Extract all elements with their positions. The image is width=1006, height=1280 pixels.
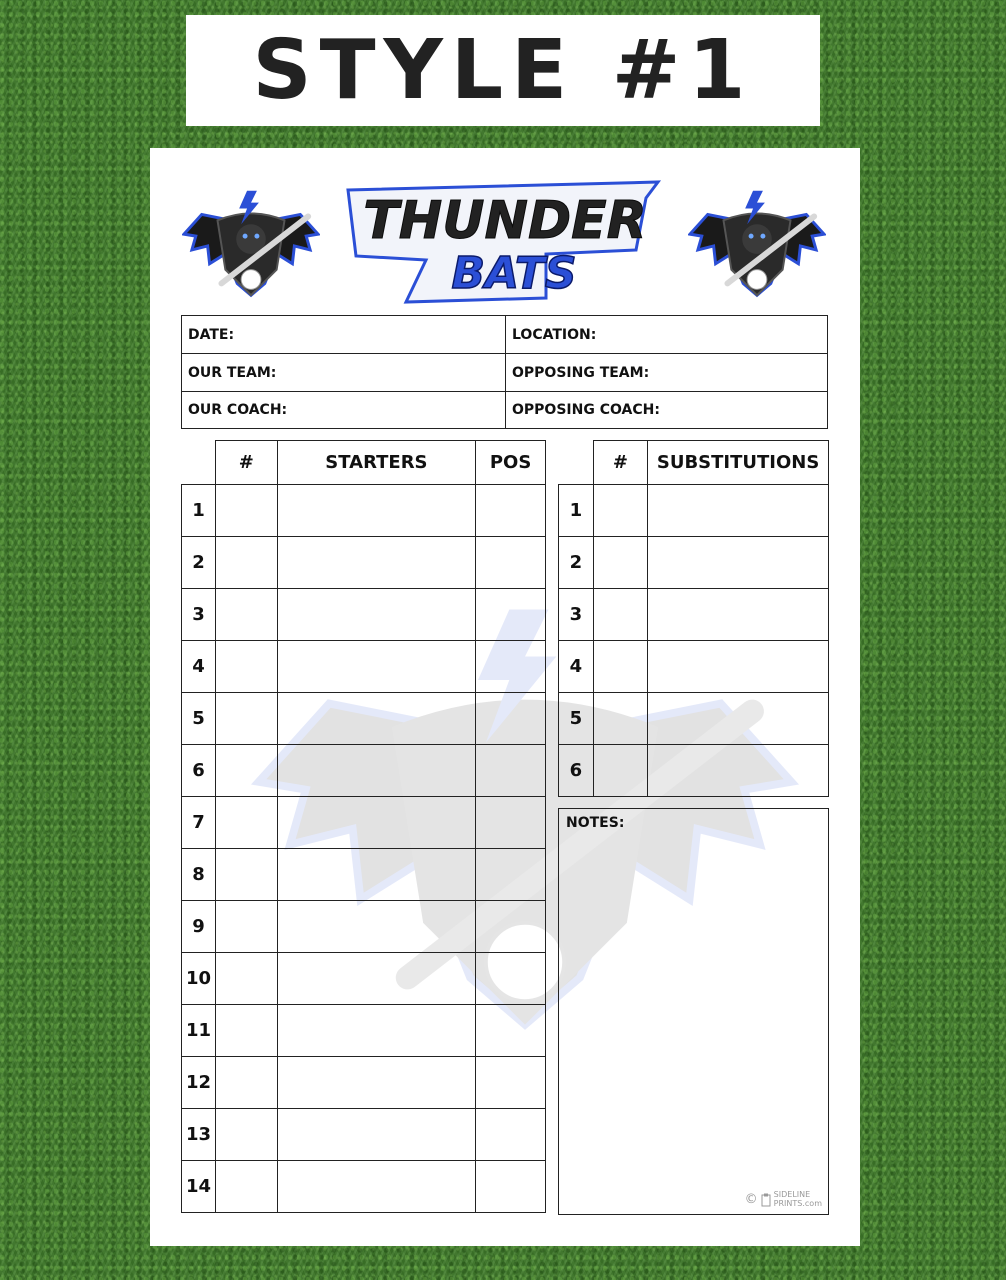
starters-row-number: 14 — [182, 1161, 216, 1213]
subs-row-number: 6 — [559, 745, 594, 797]
starters-name-cell[interactable] — [277, 1005, 475, 1057]
starters-number-cell[interactable] — [215, 953, 277, 1005]
starters-row-number: 13 — [182, 1109, 216, 1161]
starters-row — [182, 1109, 546, 1161]
lineup-sheet — [150, 148, 860, 1246]
starters-row — [182, 1161, 546, 1213]
subs-row — [559, 485, 829, 537]
starters-number-cell[interactable] — [215, 901, 277, 953]
starters-row — [182, 953, 546, 1005]
subs-number-header: # — [593, 441, 648, 485]
starters-position-cell[interactable] — [476, 641, 546, 693]
starters-name-cell[interactable] — [277, 1057, 475, 1109]
subs-number-cell[interactable] — [593, 589, 648, 641]
starters-number-cell[interactable] — [215, 1109, 277, 1161]
subs-name-cell[interactable] — [648, 485, 829, 537]
starters-number-cell[interactable] — [215, 641, 277, 693]
location-field[interactable]: LOCATION: — [512, 326, 597, 343]
starters-name-cell[interactable] — [277, 901, 475, 953]
clipboard-icon — [761, 1193, 771, 1207]
starters-row-number: 8 — [182, 849, 216, 901]
starters-table — [181, 440, 546, 1213]
subs-number-cell[interactable] — [593, 745, 648, 797]
starters-row — [182, 1005, 546, 1057]
subs-number-cell[interactable] — [593, 485, 648, 537]
game-info-table — [181, 315, 828, 429]
starters-row — [182, 641, 546, 693]
starters-body — [182, 485, 546, 1213]
starters-position-cell[interactable] — [476, 1109, 546, 1161]
starters-position-cell[interactable] — [476, 1005, 546, 1057]
our-team-field[interactable]: OUR TEAM: — [182, 354, 506, 391]
starters-name-cell[interactable] — [277, 745, 475, 797]
starters-row — [182, 485, 546, 537]
subs-row-number: 2 — [559, 537, 594, 589]
starters-number-cell[interactable] — [215, 589, 277, 641]
info-row-coach — [182, 392, 827, 428]
credit-line2: PRINTS.com — [773, 1198, 822, 1208]
starters-row — [182, 537, 546, 589]
starters-number-cell[interactable] — [215, 1005, 277, 1057]
starters-row-number: 7 — [182, 797, 216, 849]
starters-row — [182, 901, 546, 953]
starters-row — [182, 693, 546, 745]
subs-number-cell[interactable] — [593, 693, 648, 745]
starters-name-cell[interactable] — [277, 1109, 475, 1161]
starters-number-cell[interactable] — [215, 1057, 277, 1109]
starters-name-cell[interactable] — [277, 485, 475, 537]
subs-corner — [559, 441, 594, 485]
starters-row-number: 5 — [182, 693, 216, 745]
style-banner — [186, 15, 820, 126]
starters-row-number: 12 — [182, 1057, 216, 1109]
sideline-prints-credit — [745, 1191, 822, 1208]
bat-mascot-logo-right — [688, 184, 826, 304]
starters-name-cell[interactable] — [277, 1161, 475, 1213]
starters-row-number: 6 — [182, 745, 216, 797]
starters-position-cell[interactable] — [476, 953, 546, 1005]
starters-row — [182, 1057, 546, 1109]
subs-number-cell[interactable] — [593, 537, 648, 589]
starters-number-cell[interactable] — [215, 849, 277, 901]
opposing-coach-field[interactable]: OPPOSING COACH: — [512, 402, 660, 418]
subs-row — [559, 693, 829, 745]
wordmark-top: THUNDER — [363, 191, 647, 251]
subs-name-header: SUBSTITUTIONS — [648, 441, 829, 485]
starters-position-cell[interactable] — [476, 797, 546, 849]
subs-name-cell[interactable] — [648, 693, 829, 745]
subs-row-number: 1 — [559, 485, 594, 537]
subs-row — [559, 641, 829, 693]
starters-name-cell[interactable] — [277, 693, 475, 745]
notes-box[interactable] — [558, 808, 829, 1215]
starters-name-cell[interactable] — [277, 641, 475, 693]
subs-name-cell[interactable] — [648, 641, 829, 693]
starters-position-cell[interactable] — [476, 901, 546, 953]
subs-row — [559, 745, 829, 797]
subs-row — [559, 537, 829, 589]
copyright-icon: © — [744, 1191, 758, 1207]
substitutions-table — [558, 440, 829, 797]
starters-corner — [182, 441, 216, 485]
subs-row-number: 3 — [559, 589, 594, 641]
info-row-date — [182, 316, 827, 354]
subs-row — [559, 589, 829, 641]
subs-name-cell[interactable] — [648, 589, 829, 641]
notes-label: NOTES: — [566, 815, 625, 831]
starters-position-cell[interactable] — [476, 745, 546, 797]
starters-position-cell[interactable] — [476, 693, 546, 745]
starters-row-number: 10 — [182, 953, 216, 1005]
starters-row — [182, 745, 546, 797]
wordmark-bottom: BATS — [451, 248, 577, 299]
bat-mascot-logo-left — [182, 184, 320, 304]
subs-name-cell[interactable] — [648, 537, 829, 589]
starters-number-cell[interactable] — [215, 1161, 277, 1213]
starters-number-cell[interactable] — [215, 797, 277, 849]
starters-position-cell[interactable] — [476, 485, 546, 537]
subs-row-number: 5 — [559, 693, 594, 745]
subs-name-cell[interactable] — [648, 745, 829, 797]
starters-number-cell[interactable] — [215, 537, 277, 589]
starters-position-cell[interactable] — [476, 589, 546, 641]
starters-row — [182, 849, 546, 901]
starters-position-header: POS — [476, 441, 546, 485]
starters-name-cell[interactable] — [277, 953, 475, 1005]
starters-name-header: STARTERS — [277, 441, 475, 485]
credit-line1: SIDELINE — [773, 1190, 811, 1200]
opposing-team-field[interactable]: OPPOSING TEAM: — [512, 364, 650, 381]
thunder-bats-wordmark — [346, 180, 664, 305]
starters-position-cell[interactable] — [476, 1057, 546, 1109]
starters-name-cell[interactable] — [277, 589, 475, 641]
starters-row-number: 2 — [182, 537, 216, 589]
starters-position-cell[interactable] — [476, 1161, 546, 1213]
starters-number-cell[interactable] — [215, 745, 277, 797]
starters-row-number: 9 — [182, 901, 216, 953]
credit-text — [774, 1191, 822, 1208]
info-row-team — [182, 354, 827, 392]
starters-row — [182, 589, 546, 641]
style-title: STYLE #1 — [252, 22, 754, 118]
substitutions-body — [559, 485, 829, 797]
starters-number-cell[interactable] — [215, 485, 277, 537]
starters-position-cell[interactable] — [476, 537, 546, 589]
starters-row-number: 4 — [182, 641, 216, 693]
starters-row-number: 3 — [182, 589, 216, 641]
starters-row — [182, 797, 546, 849]
header-logos — [150, 148, 860, 313]
starters-name-cell[interactable] — [277, 537, 475, 589]
starters-row-number: 1 — [182, 485, 216, 537]
starters-name-cell[interactable] — [277, 797, 475, 849]
starters-number-header: # — [215, 441, 277, 485]
starters-row-number: 11 — [182, 1005, 216, 1057]
our-coach-field[interactable]: OUR COACH: — [182, 392, 506, 428]
subs-row-number: 4 — [559, 641, 594, 693]
starters-name-cell[interactable] — [277, 849, 475, 901]
date-field[interactable]: DATE: — [182, 316, 506, 353]
starters-number-cell[interactable] — [215, 693, 277, 745]
subs-number-cell[interactable] — [593, 641, 648, 693]
starters-position-cell[interactable] — [476, 849, 546, 901]
